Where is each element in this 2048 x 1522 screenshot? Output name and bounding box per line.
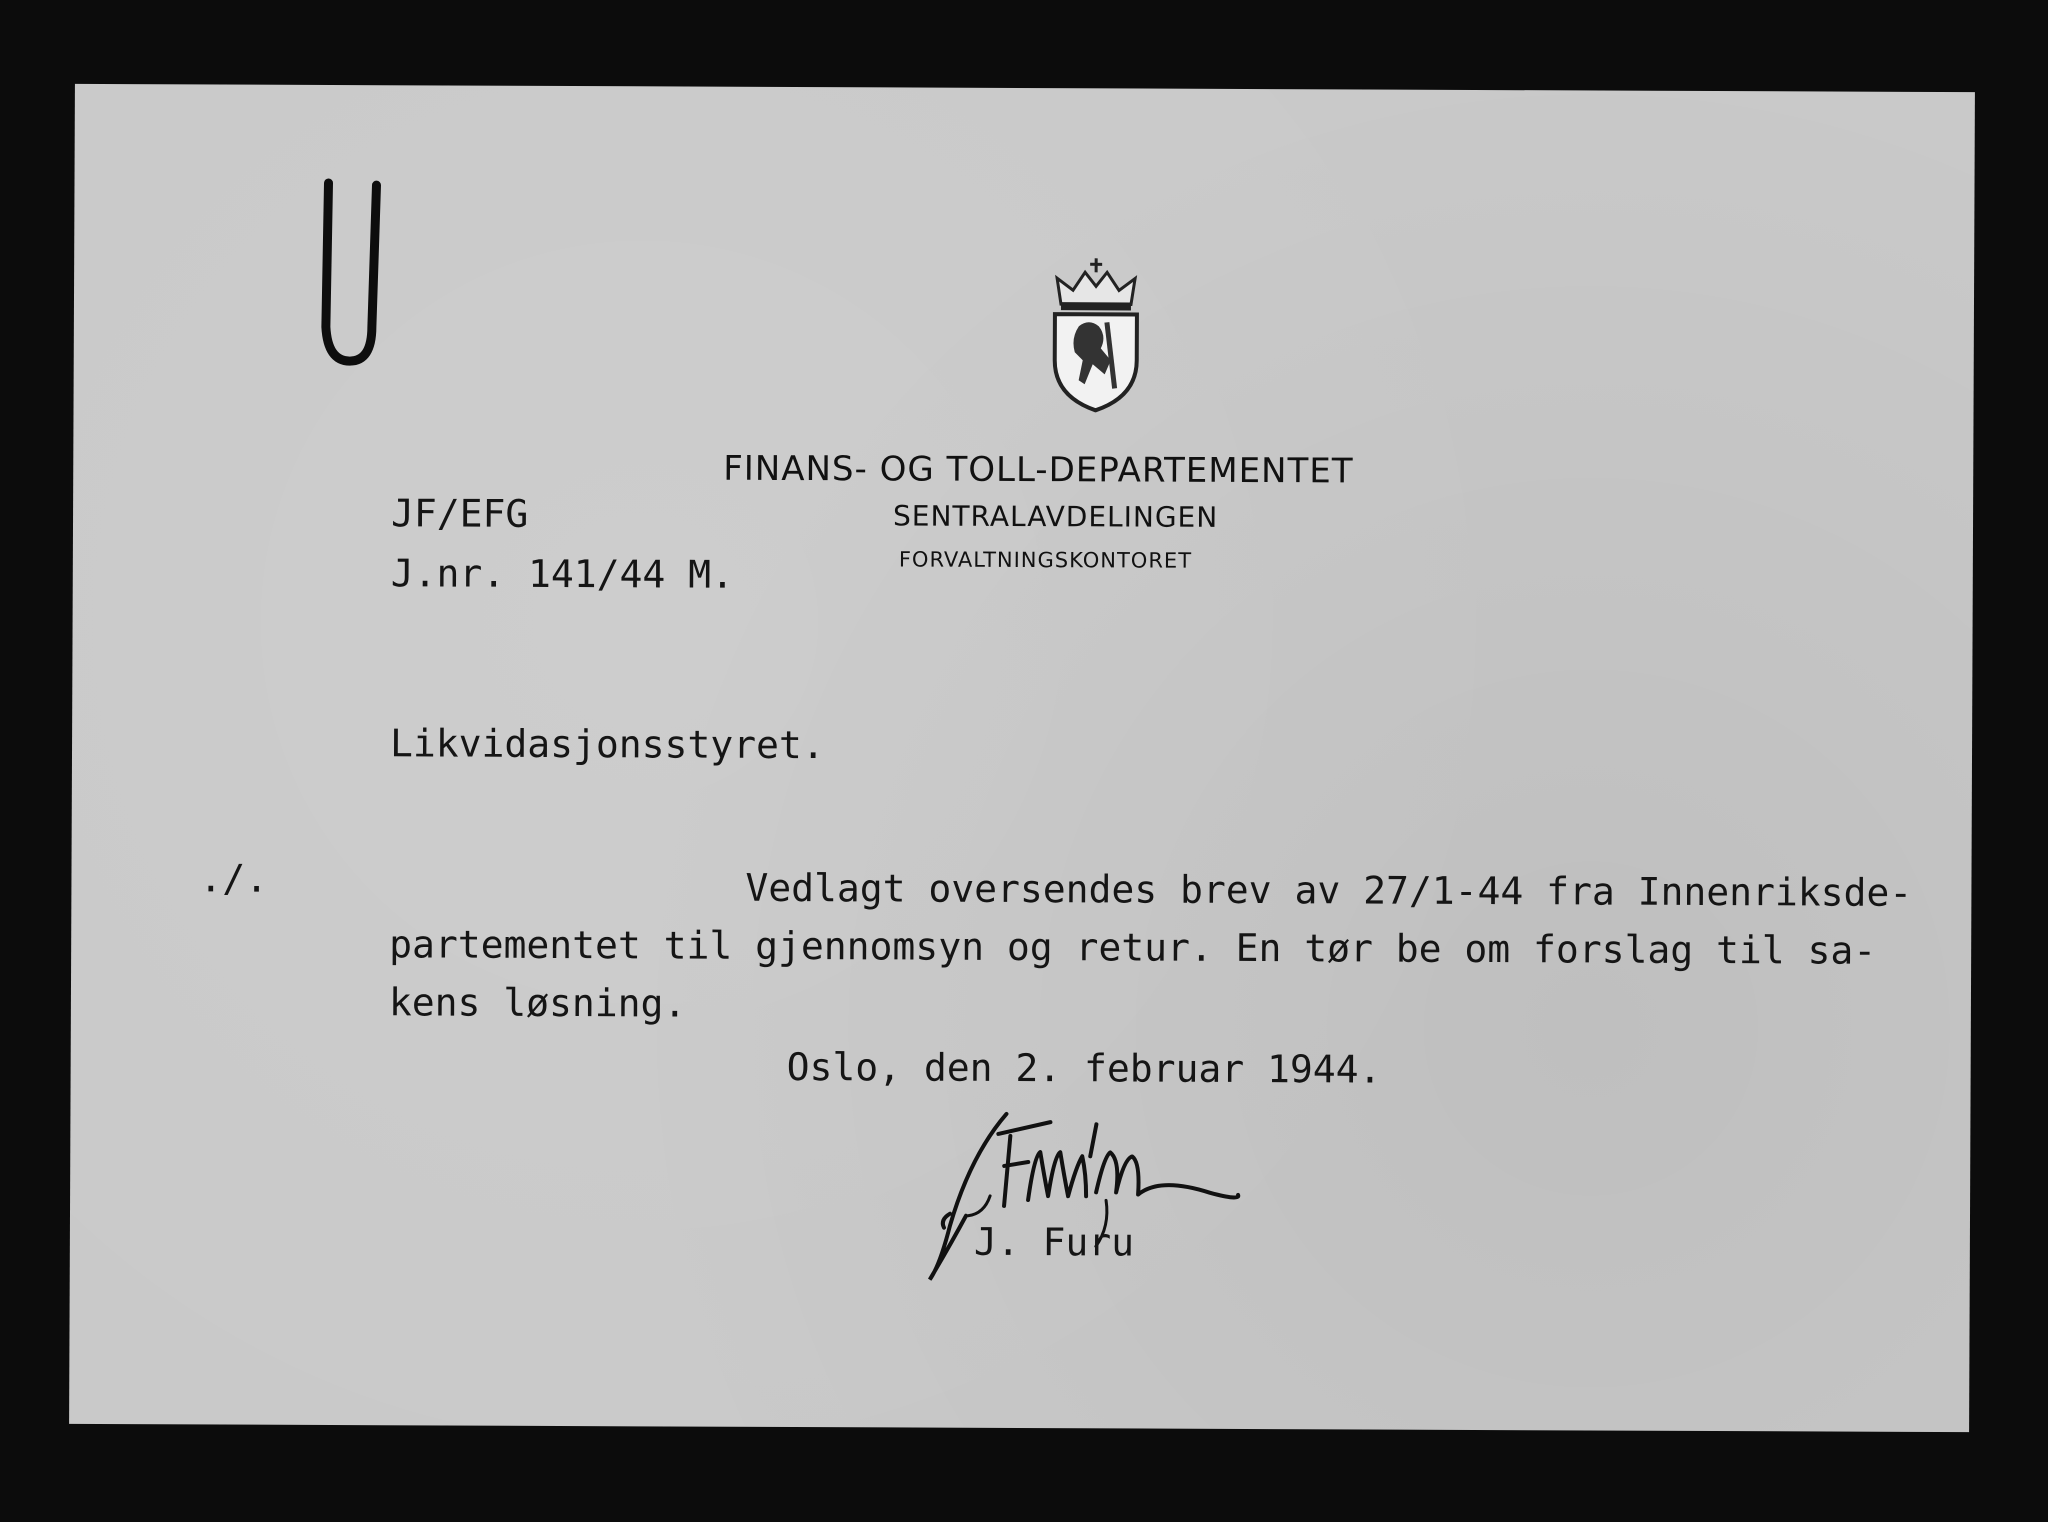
department-name: FINANS- OG TOLL-DEPARTEMENTET	[723, 448, 1354, 492]
signer-name: J. Furu	[973, 1219, 1135, 1265]
enclosure-mark: ./.	[199, 856, 269, 901]
body-line: partementet til gjennomsyn og retur. En tør be om forslag til sa-	[389, 922, 1877, 973]
journal-number: J.nr. 141/44 M.	[390, 551, 735, 597]
body-line: Vedlagt oversendes brev av 27/1-44 fra Innenriksde-	[745, 865, 1913, 915]
body-line: kens løsning.	[388, 980, 687, 1026]
dateline: Oslo, den 2. februar 1944.	[786, 1044, 1382, 1092]
division-name: SENTRALAVDELINGEN	[892, 499, 1219, 534]
letter-body	[389, 857, 1970, 1038]
paper-clip-icon	[310, 177, 391, 367]
letter-page	[69, 84, 1975, 1432]
office-name: FORVALTNINGSKONTORET	[898, 547, 1193, 573]
recipient: Likvidasjonsstyret.	[389, 721, 825, 768]
norwegian-coat-of-arms-icon	[1049, 256, 1144, 414]
reference-initials: JF/EFG	[390, 491, 529, 536]
